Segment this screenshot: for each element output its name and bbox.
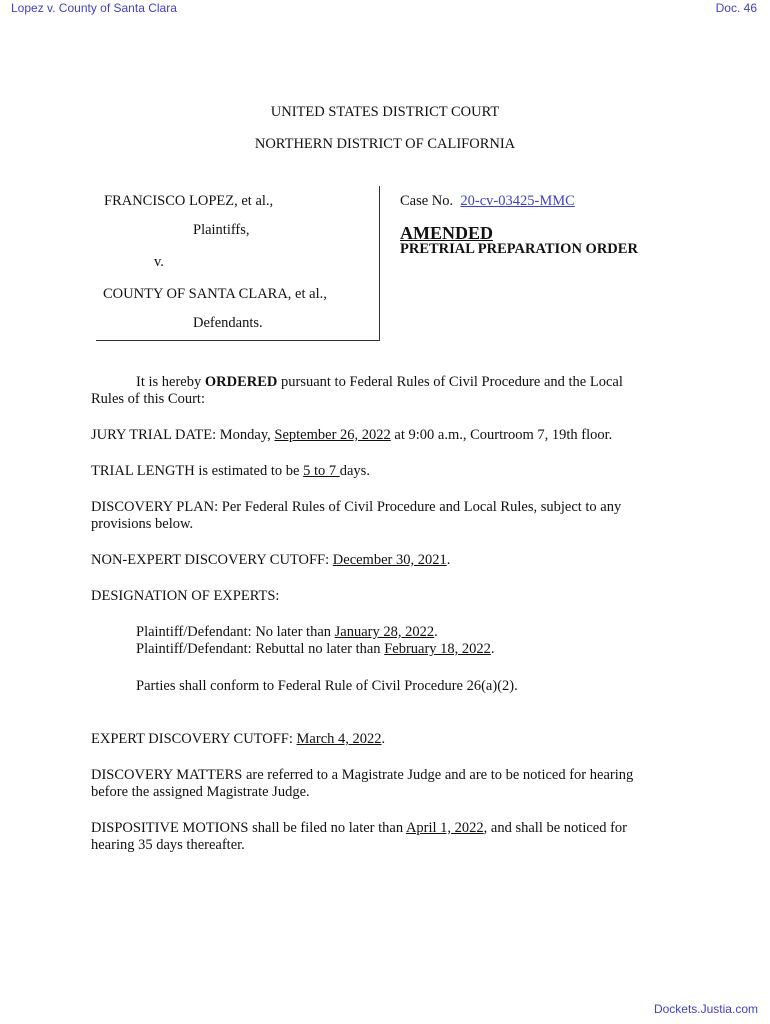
- trial-length: [91, 463, 671, 480]
- nonexpert-date: December 30, 2021: [332, 552, 447, 568]
- nonexpert-period: .: [446, 552, 451, 568]
- ordered-bold: ORDERED: [204, 374, 278, 390]
- pd2-label: Plaintiff/Defendant: Rebuttal no later than: [136, 641, 385, 657]
- dispositive-line-2: hearing 35 days thereafter.: [91, 837, 245, 853]
- pd1-date: January 28, 2022: [334, 624, 435, 640]
- matters-line-1: DISCOVERY MATTERS are referred to a Magistrate Judge and are to be noticed for hearing: [91, 767, 634, 783]
- case-title-link[interactable]: Lopez v. County of Santa Clara: [11, 1, 177, 15]
- nonexpert-cutoff: [91, 552, 671, 569]
- dispositive-label: DISPOSITIVE MOTIONS shall be filed no later than: [91, 820, 406, 836]
- expert-cutoff: [91, 731, 671, 748]
- jury-label: JURY TRIAL DATE: Monday,: [91, 427, 275, 443]
- dispositive-motions: [91, 820, 671, 854]
- jury-date: September 26, 2022: [274, 427, 391, 443]
- order-title: PRETRIAL PREPARATION ORDER: [400, 241, 638, 257]
- expert-period: .: [381, 731, 386, 747]
- case-number-link[interactable]: 20-cv-03425-MMC: [460, 193, 575, 209]
- dispositive-date: April 1, 2022: [405, 820, 484, 836]
- case-number: [400, 193, 575, 210]
- amended-label: AMENDED: [400, 223, 493, 243]
- nonexpert-label: NON-EXPERT DISCOVERY CUTOFF:: [91, 552, 333, 568]
- pd1-period: .: [434, 624, 438, 640]
- expert-date: March 4, 2022: [296, 731, 382, 747]
- court-name: UNITED STATES DISTRICT COURT: [270, 104, 500, 120]
- designation-heading: DESIGNATION OF EXPERTS:: [91, 588, 280, 604]
- intro-text-2: pursuant to Federal Rules of Civil Procedure and the Local: [277, 374, 623, 390]
- doc-number-link[interactable]: Doc. 46: [715, 1, 757, 15]
- jury-trial-date: [91, 427, 671, 444]
- expert-label: EXPERT DISCOVERY CUTOFF:: [91, 731, 297, 747]
- discovery-matters: [91, 767, 671, 801]
- intro-line-2: Rules of this Court:: [91, 391, 205, 407]
- discovery-line-1: DISCOVERY PLAN: Per Federal Rules of Civil Procedure and Local Rules, subject to any: [91, 499, 622, 515]
- case-number-label: Case No.: [400, 193, 454, 209]
- expert-deadlines: [136, 624, 716, 658]
- rebuttal-deadline: [136, 641, 716, 658]
- jury-details: at 9:00 a.m., Courtroom 7, 19th floor.: [390, 427, 613, 443]
- pd1-label: Plaintiff/Defendant: No later than: [136, 624, 335, 640]
- pd2-period: .: [490, 641, 495, 657]
- plaintiff-name: FRANCISCO LOPEZ, et al.,: [104, 193, 274, 209]
- intro-text: It is hereby: [136, 374, 205, 390]
- justia-footer-link[interactable]: Dockets.Justia.com: [653, 1002, 758, 1016]
- defendants-label: Defendants.: [193, 315, 263, 331]
- pd2-date: February 18, 2022: [384, 641, 491, 657]
- matters-line-2: before the assigned Magistrate Judge.: [91, 784, 310, 800]
- intro-paragraph: [91, 374, 671, 408]
- versus-label: v.: [154, 254, 164, 270]
- caption-horizontal-divider: [96, 340, 380, 341]
- plaintiff-defendant-deadline: [136, 624, 716, 641]
- discovery-line-2: provisions below.: [91, 516, 194, 532]
- dispositive-text: , and shall be noticed for: [483, 820, 628, 836]
- caption-vertical-divider: [379, 186, 380, 341]
- discovery-plan: [91, 499, 671, 533]
- defendant-name: COUNTY OF SANTA CLARA, et al.,: [103, 286, 327, 302]
- parties-conform: Parties shall conform to Federal Rule of Civil Procedure 26(a)(2).: [136, 678, 518, 694]
- trial-label: TRIAL LENGTH is estimated to be: [91, 463, 304, 479]
- plaintiffs-label: Plaintiffs,: [193, 222, 250, 238]
- court-district: NORTHERN DISTRICT OF CALIFORNIA: [254, 136, 516, 152]
- trial-length-value: 5 to 7: [303, 463, 340, 479]
- trial-unit: days.: [339, 463, 370, 479]
